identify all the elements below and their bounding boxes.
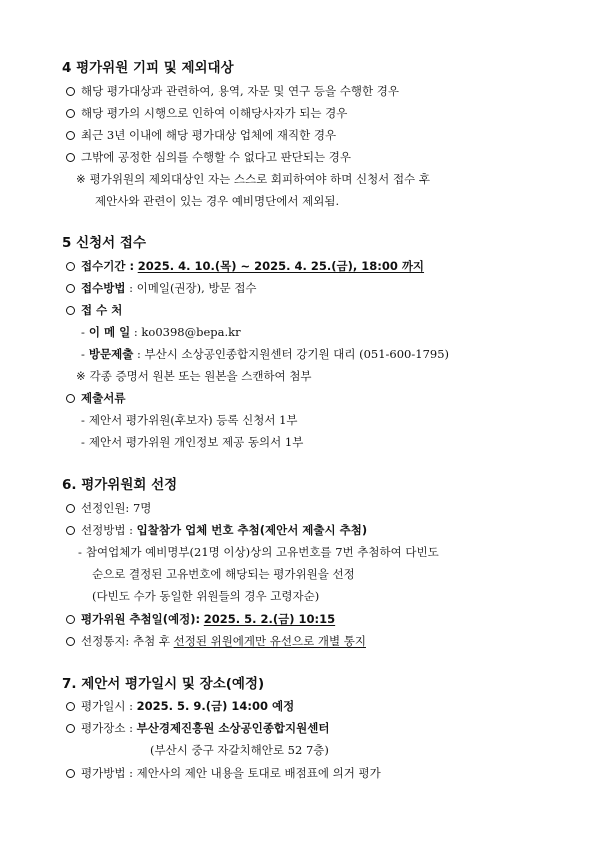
email-row: - 이 메 일 : ko0398@bepa.kr bbox=[81, 325, 241, 339]
period-value: 2025. 4. 10.(목) ~ 2025. 4. 25.(금), 18:00 까지 bbox=[137, 259, 425, 273]
draw-date-row: 평가위원 추첨일(예정): 2025. 5. 2.(금) 10:15 bbox=[66, 611, 335, 627]
circle-bullet-icon bbox=[66, 504, 75, 513]
email-address: : ko0398@bepa.kr bbox=[133, 325, 241, 339]
count-row: 선정인원: 7명 bbox=[66, 500, 151, 516]
circle-bullet-icon bbox=[66, 284, 75, 293]
notice-row: 선정통지: 추첨 후 선정된 위원에게만 유선으로 개별 통지 bbox=[66, 633, 366, 649]
place-address: (부산시 중구 자갈치해안로 52 7층) bbox=[150, 743, 329, 757]
place-row: 평가장소 : 부산경제진흥원 소상공인종합지원센터 bbox=[66, 720, 329, 736]
circle-bullet-icon bbox=[66, 526, 75, 535]
circle-bullet-icon bbox=[66, 394, 75, 403]
section-7-heading: 7. 제안서 평가일시 및 장소(예정) bbox=[62, 676, 265, 692]
section-5-heading: 5 신청서 접수 bbox=[62, 235, 146, 251]
circle-bullet-icon bbox=[66, 702, 75, 711]
circle-bullet-icon bbox=[66, 131, 75, 140]
list-item: 해당 평가대상과 관련하여, 용역, 자문 및 연구 등을 수행한 경우 bbox=[66, 83, 399, 99]
circle-bullet-icon bbox=[66, 724, 75, 733]
period-row: 접수기간 : 2025. 4. 10.(목) ~ 2025. 4. 25.(금), 18:00 까지 bbox=[66, 258, 424, 274]
list-item: - 제안서 평가위원 개인정보 제공 동의서 1부 bbox=[81, 435, 304, 449]
reference-mark-icon: ※ bbox=[76, 172, 86, 186]
note-line-continued: 제안사와 관련이 있는 경우 예비명단에서 제외됨. bbox=[95, 194, 340, 208]
note-line: ※ 평가위원의 제외대상인 자는 스스로 회피하여야 하며 신청서 접수 후 bbox=[76, 172, 430, 186]
method-row: 접수방법 : 이메일(권장), 방문 접수 bbox=[66, 280, 257, 296]
circle-bullet-icon bbox=[66, 769, 75, 778]
draw-date-value: 2025. 5. 2.(금) 10:15 bbox=[203, 612, 336, 626]
circle-bullet-icon bbox=[66, 306, 75, 315]
circle-bullet-icon bbox=[66, 87, 75, 96]
detail-line: 순으로 결정된 고유번호에 해당되는 평가위원을 선정 bbox=[92, 567, 355, 581]
date-row: 평가일시 : 2025. 5. 9.(금) 14:00 예정 bbox=[66, 698, 294, 714]
list-item: 최근 3년 이내에 해당 평가대상 업체에 재직한 경우 bbox=[66, 127, 336, 143]
circle-bullet-icon bbox=[66, 615, 75, 624]
detail-line: (다빈도 수가 동일한 위원들의 경우 고령자순) bbox=[92, 589, 320, 603]
list-item: - 제안서 평가위원(후보자) 등록 신청서 1부 bbox=[81, 413, 298, 427]
section-4-heading: 4 평가위원 기피 및 제외대상 bbox=[62, 60, 234, 76]
list-item: 그밖에 공정한 심의를 수행할 수 없다고 판단되는 경우 bbox=[66, 149, 351, 165]
place-row: 접 수 처 bbox=[66, 302, 122, 318]
section-6-heading: 6. 평가위원회 선정 bbox=[62, 477, 178, 493]
circle-bullet-icon bbox=[66, 637, 75, 646]
reference-mark-icon: ※ bbox=[76, 369, 86, 383]
method-row: 선정방법 : 입찰참가 업체 번호 추첨(제안서 제출시 추첨) bbox=[66, 522, 367, 538]
note-line: ※ 각종 증명서 원본 또는 원본을 스캔하여 첨부 bbox=[76, 369, 312, 383]
circle-bullet-icon bbox=[66, 153, 75, 162]
method-row: 평가방법 : 제안사의 제안 내용을 토대로 배점표에 의거 평가 bbox=[66, 765, 381, 781]
visit-row: - 방문제출 : 부산시 소상공인종합지원센터 강기원 대리 (051-600-1795) bbox=[81, 347, 450, 361]
circle-bullet-icon bbox=[66, 262, 75, 271]
docs-row: 제출서류 bbox=[66, 390, 125, 406]
circle-bullet-icon bbox=[66, 109, 75, 118]
list-item: 해당 평가의 시행으로 인하여 이해당사자가 되는 경우 bbox=[66, 105, 347, 121]
detail-line: - 참여업체가 예비명부(21명 이상)상의 고유번호를 7번 추첨하여 다빈도 bbox=[78, 545, 439, 559]
